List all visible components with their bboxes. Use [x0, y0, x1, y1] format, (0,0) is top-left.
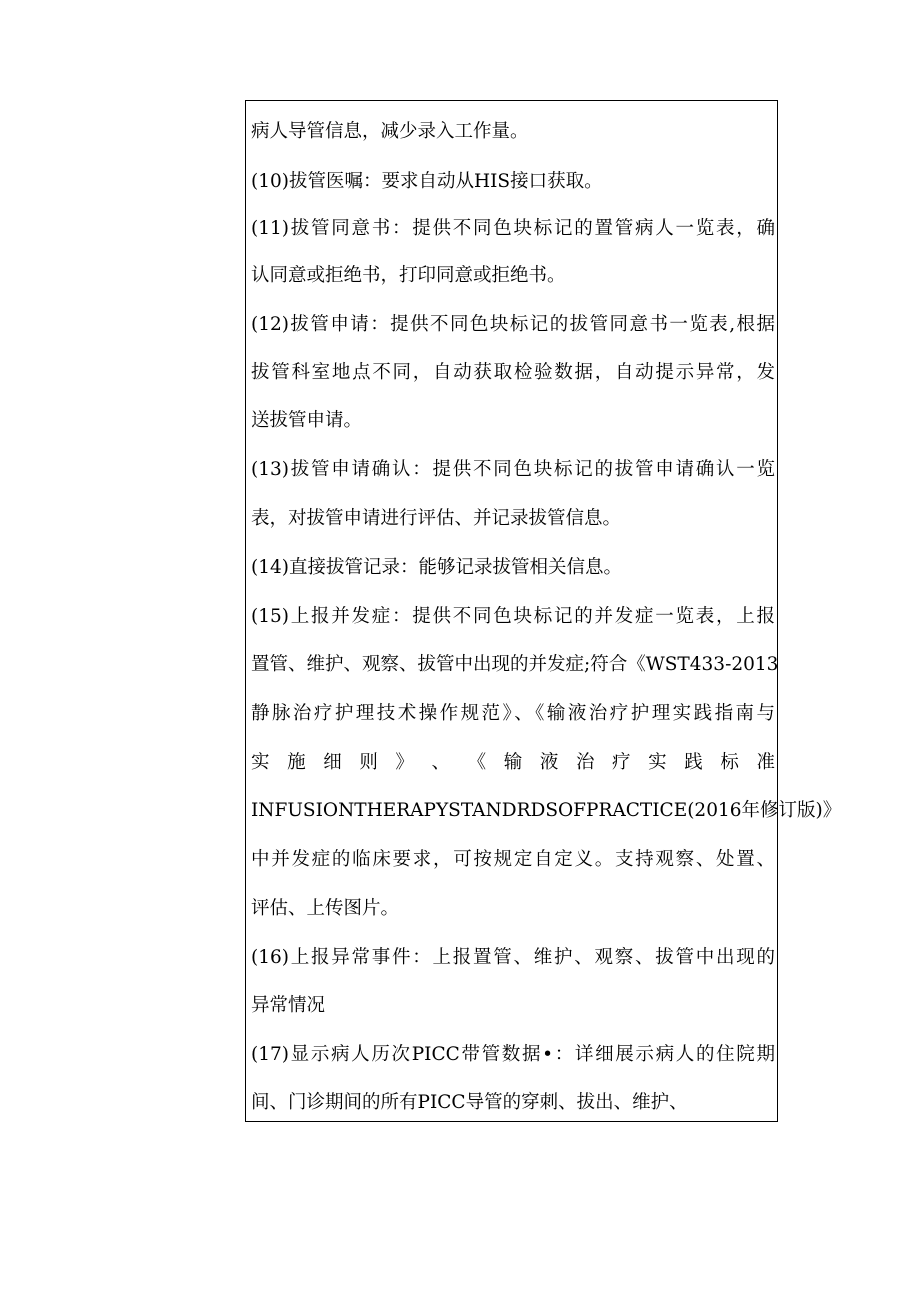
text-line-21: 间、门诊期间的所有PICC导管的穿刺、拔出、维护、 — [251, 1092, 688, 1113]
text-line-7: 送拔管申请。 — [251, 410, 363, 431]
text-line-17: 评估、上传图片。 — [251, 898, 400, 919]
text-line-18: (16)上报异常事件：上报置管、维护、观察、拔管中出现的 — [251, 947, 775, 968]
text-line-5: (12)拔管申请：提供不同色块标记的拔管同意书一览表,根据 — [251, 314, 775, 335]
text-line-16: 中并发症的临床要求，可按规定自定义。支持观察、处置、 — [251, 849, 775, 870]
text-line-15: INFUSIONTHERAPYSTANDRDSOFPRACTICE(2016年修订版)》 — [251, 800, 842, 821]
text-line-4: 认同意或拒绝书，打印同意或拒绝书。 — [251, 265, 566, 286]
text-line-3: (11)拔管同意书：提供不同色块标记的置管病人一览表，确 — [251, 218, 775, 239]
text-line-19: 异常情况 — [251, 995, 326, 1016]
text-line-20: (17)显示病人历次PICC带管数据•：详细展示病人的住院期 — [251, 1044, 775, 1065]
text-line-14: 实 施 细 则 》 、 《 输 液 治 疗 实 践 标 准 — [251, 752, 775, 773]
text-line-11: (15)上报并发症：提供不同色块标记的并发症一览表，上报 — [251, 606, 775, 627]
text-line-12: 置管、维护、观察、拔管中出现的并发症;符合《WST433-2013 — [251, 654, 779, 675]
text-line-8: (13)拔管申请确认：提供不同色块标记的拔管申请确认一览 — [251, 459, 775, 480]
text-line-13: 静脉治疗护理技术操作规范》、《输液治疗护理实践指南与 — [251, 703, 775, 724]
text-line-6: 拔管科室地点不同，自动获取检验数据，自动提示异常，发 — [251, 362, 775, 383]
text-line-10: (14)直接拔管记录：能够记录拔管相关信息。 — [251, 557, 622, 578]
text-line-1: 病人导管信息，减少录入工作量。 — [251, 121, 529, 142]
text-line-2: (10)拔管医嘱：要求自动从HIS接口获取。 — [251, 171, 603, 192]
text-line-9: 表，对拔管申请进行评估、并记录拔管信息。 — [251, 508, 622, 529]
